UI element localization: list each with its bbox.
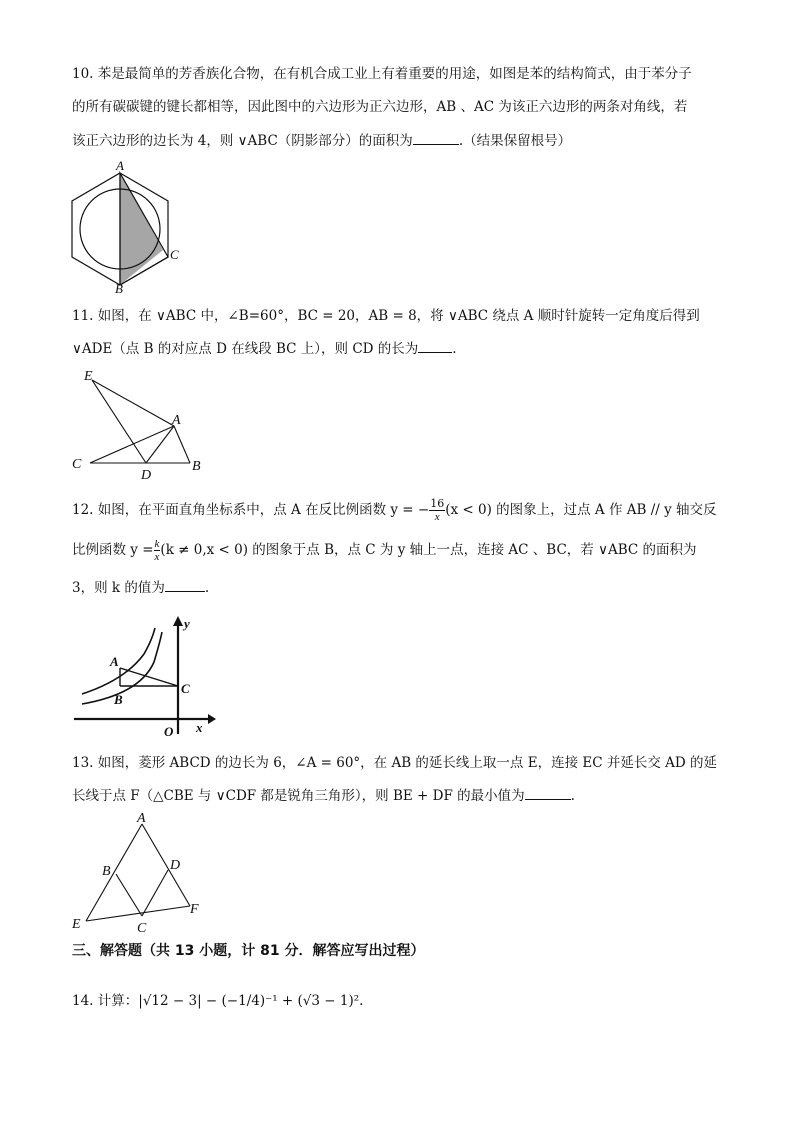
rhombus-figure: [66, 808, 216, 938]
q13-line-1: 13. 如图，菱形 ABCD 的边长为 6，∠A = 60°，在 AB 的延长线上取一点 E，连接 EC 并延长交 AD 的延: [72, 755, 717, 771]
label-C: C: [72, 457, 82, 472]
q12-line-1-tail: (x < 0) 的图象上，过点 A 作 AB // y 轴交反: [445, 502, 717, 518]
q12-line-1-text: 12. 如图，在平面直角坐标系中，点 A 在反比例函数 y = −: [72, 502, 430, 518]
label-C: C: [170, 247, 179, 262]
label-D: D: [170, 858, 181, 873]
label-A: A: [137, 811, 146, 826]
label-A: A: [172, 413, 181, 428]
q12-line-3: [72, 577, 209, 598]
q12-line-3-text: 3，则 k 的值为: [72, 580, 165, 596]
label-E: E: [84, 369, 93, 384]
label-B: B: [115, 281, 123, 295]
benzene-hexagon-figure: [60, 155, 200, 295]
label-D: D: [141, 468, 152, 482]
answer-blank: [413, 130, 459, 145]
q11-line-2-tail: .: [452, 341, 457, 357]
q10-line-3-text: 该正六边形的边长为 4，则 ∨ABC（阴影部分）的面积为: [72, 133, 413, 149]
fraction-16-over-x: $\frac{16}{x}$: [430, 497, 445, 523]
q12-line-2-tail: (k ≠ 0,x < 0) 的图象于点 B，点 C 为 y 轴上一点，连接 AC 、BC，若 ∨ABC 的面积为: [160, 542, 697, 558]
label-F: F: [190, 902, 199, 917]
label-x: x: [196, 720, 203, 735]
answer-blank: [525, 785, 571, 800]
q10-line-3-tail: .（结果保留根号）: [458, 133, 572, 149]
fraction-k-over-x: $\frac{k}{x}$: [154, 538, 160, 563]
label-A: A: [110, 654, 119, 669]
q10-line-1: 10. 苯是最简单的芳香族化合物，在有机合成工业上有着重要的用途，如图是苯的结构简式，由于苯分子: [72, 66, 692, 82]
inverse-function-graph-figure: [70, 612, 220, 742]
q14-line: [72, 988, 363, 1014]
q12-line-1: [72, 498, 717, 523]
q10-line-3: [72, 130, 571, 151]
answer-blank: [165, 577, 205, 592]
q14-expression: |√12 − 3| − (−1/4)⁻¹ + (√3 − 1)²: [138, 993, 360, 1009]
label-B: B: [114, 692, 123, 707]
q13-line-2-tail: .: [570, 788, 575, 804]
label-B: B: [192, 459, 201, 474]
q11-line-1: 11. 如图，在 ∨ABC 中，∠B=60°，BC = 20，AB = 8，将 ∨ABC 绕点 A 顺时针旋转一定角度后得到: [72, 308, 700, 324]
label-C: C: [181, 681, 190, 696]
label-O: O: [164, 724, 174, 739]
label-y: y: [184, 616, 190, 631]
label-C: C: [137, 921, 147, 936]
q13-line-2-text: 长线于点 F（△CBE 与 ∨CDF 都是锐角三角形），则 BE + DF 的最小值为: [72, 788, 525, 804]
label-B: B: [102, 864, 111, 879]
label-A: A: [116, 158, 124, 173]
q10-line-2: 的所有碳碳键的键长都相等，因此图中的六边形为正六边形，AB 、AC 为该正六边形的两条对角线，若: [72, 99, 688, 115]
rotation-triangle-figure: [66, 362, 216, 482]
section-3-heading: 三、解答题（共 13 小题，计 81 分．解答应写出过程）: [72, 943, 425, 959]
q13-line-2: [72, 785, 575, 806]
q12-line-3-tail: .: [204, 580, 210, 596]
q14-prefix: 14. 计算：: [72, 993, 139, 1009]
q14-suffix: .: [359, 993, 364, 1009]
q12-line-2: [72, 538, 697, 563]
label-E: E: [72, 917, 81, 932]
q11-line-2-text: ∨ADE（点 B 的对应点 D 在线段 BC 上），则 CD 的长为: [72, 341, 419, 357]
q11-line-2: [72, 338, 457, 359]
q12-line-2-text: 比例函数 y =: [72, 542, 154, 558]
answer-blank: [418, 338, 452, 353]
